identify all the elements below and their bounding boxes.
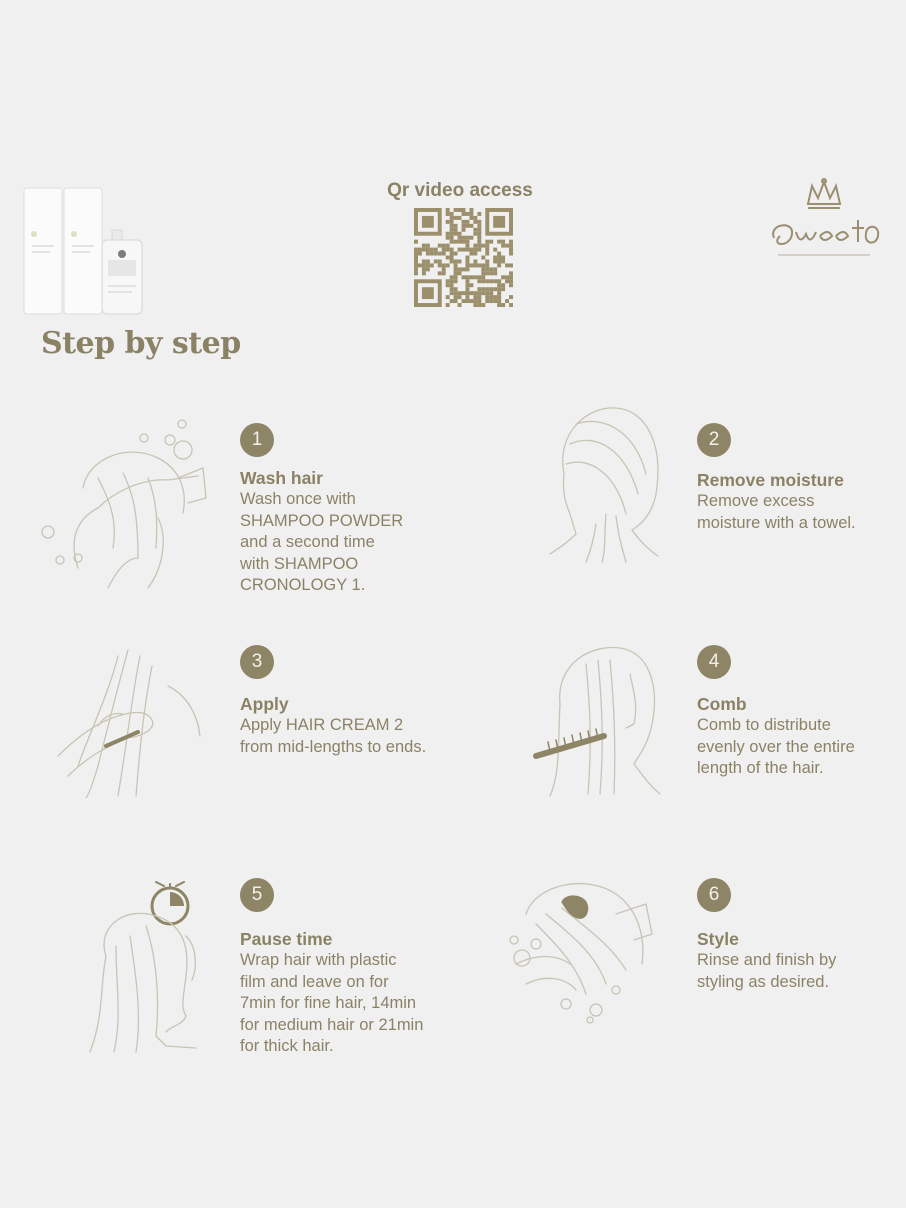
- towel-head-icon: [546, 404, 666, 564]
- step-2-number: 2: [697, 423, 731, 457]
- step-3-text: Apply HAIR CREAM 2 from mid-lengths to ends.: [240, 716, 427, 756]
- combing-hair-icon: [530, 644, 665, 799]
- timer-head-icon: [86, 876, 208, 1056]
- step-6-title: Style: [697, 929, 739, 949]
- step-4-text: Comb to distribute evenly over the entire length of the hair.: [697, 716, 855, 777]
- step-1-text: Wash once with SHAMPOO POWDER and a second time with SHAMPOO CRONOLOGY 1.: [240, 490, 404, 594]
- products-image: [22, 186, 146, 316]
- step-6-text: Rinse and finish by styling as desired.: [697, 951, 837, 991]
- page-heading: Step by step: [41, 326, 241, 361]
- step-1-number: 1: [240, 423, 274, 457]
- rinse-hair-icon: [506, 874, 656, 1024]
- step-3-title: Apply: [240, 694, 289, 714]
- sweet-professional-logo: [766, 176, 882, 266]
- step-4-title: Comb: [697, 694, 747, 714]
- step-4-number: 4: [697, 645, 731, 679]
- step-5-text: Wrap hair with plastic film and leave on for 7min for fine hair, 14min for medium hair or 21min for thick hair.: [240, 951, 424, 1055]
- step-1-title: Wash hair: [240, 468, 323, 488]
- step-5-number: 5: [240, 878, 274, 912]
- step-2-text: Remove excess moisture with a towel.: [697, 492, 856, 532]
- applying-cream-icon: [48, 646, 208, 798]
- step-6-number: 6: [697, 878, 731, 912]
- step-3-number: 3: [240, 645, 274, 679]
- qr-code[interactable]: [414, 208, 513, 307]
- qr-title: Qr video access: [387, 180, 533, 201]
- step-2-title: Remove moisture: [697, 470, 844, 490]
- step-5-title: Pause time: [240, 929, 333, 949]
- washing-hair-icon: [38, 418, 208, 593]
